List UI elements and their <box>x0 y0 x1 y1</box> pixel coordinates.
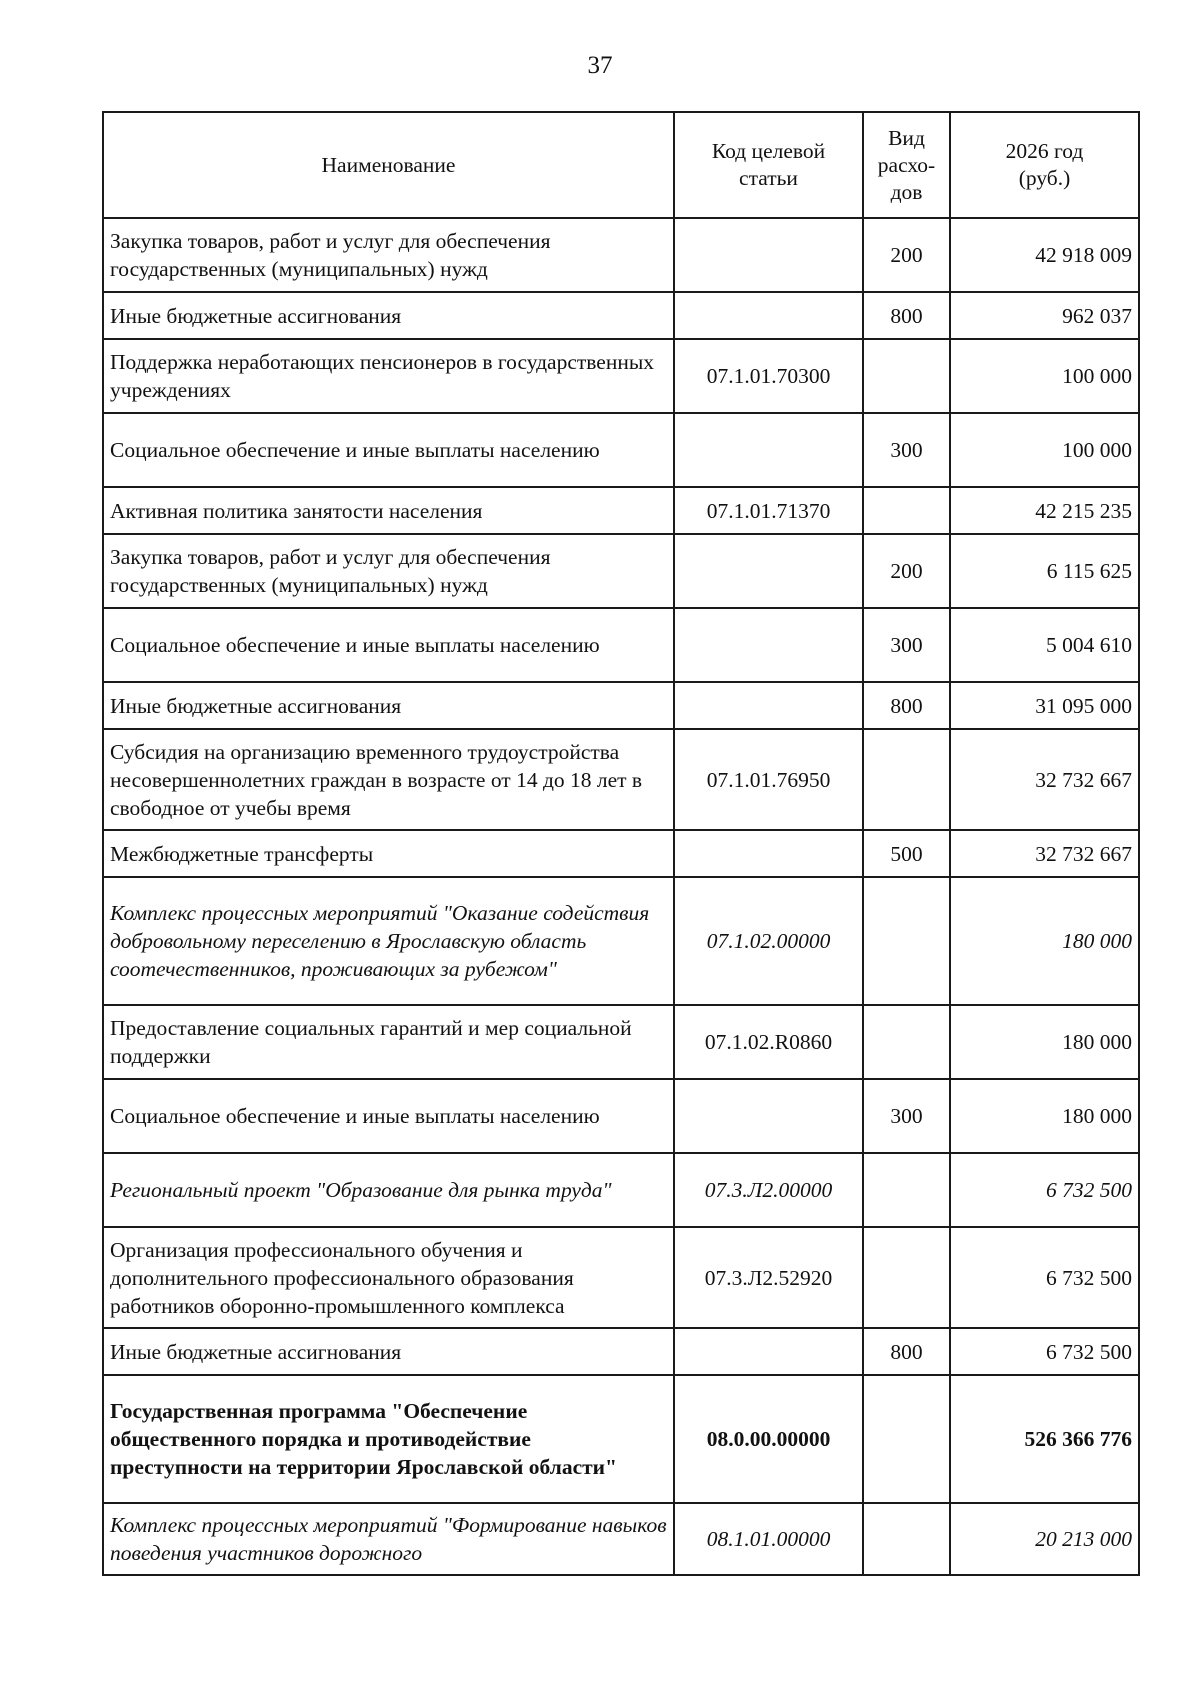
row-amount-cell: 6 732 500 <box>950 1328 1139 1375</box>
row-name-cell: Социальное обеспечение и иные выплаты населению <box>103 1079 674 1153</box>
table-header-row <box>103 112 1139 218</box>
row-amount-cell: 180 000 <box>950 1005 1139 1079</box>
table-row <box>103 1503 1139 1575</box>
row-code-cell: 07.1.01.70300 <box>674 339 863 413</box>
row-name-cell: Государственная программа "Обеспечение общественного порядка и противодействие преступности на территории Ярославской области" <box>103 1375 674 1503</box>
row-vid-cell <box>863 877 950 1005</box>
row-code-cell: 07.3.Л2.00000 <box>674 1153 863 1227</box>
row-name-cell: Организация профессионального обучения и дополнительного профессионального образования работников оборонно-промышленного комплекса <box>103 1227 674 1328</box>
table-row <box>103 292 1139 339</box>
table-row <box>103 608 1139 682</box>
row-vid-cell <box>863 1503 950 1575</box>
header-vid: Вид расхо-дов <box>863 112 950 218</box>
row-vid-cell <box>863 1153 950 1227</box>
row-amount-cell: 6 732 500 <box>950 1153 1139 1227</box>
row-code-cell: 07.1.01.76950 <box>674 729 863 830</box>
row-code-cell <box>674 682 863 729</box>
row-name-cell: Иные бюджетные ассигнования <box>103 682 674 729</box>
row-vid-cell <box>863 1375 950 1503</box>
row-amount-cell: 100 000 <box>950 413 1139 487</box>
table-row <box>103 339 1139 413</box>
row-code-cell <box>674 534 863 608</box>
row-amount-cell: 32 732 667 <box>950 830 1139 877</box>
row-vid-cell: 300 <box>863 413 950 487</box>
table-row <box>103 1079 1139 1153</box>
row-vid-cell: 200 <box>863 534 950 608</box>
row-vid-cell: 200 <box>863 218 950 292</box>
row-amount-cell: 42 918 009 <box>950 218 1139 292</box>
table-row <box>103 534 1139 608</box>
row-name-cell: Поддержка неработающих пенсионеров в государственных учреждениях <box>103 339 674 413</box>
row-vid-cell <box>863 487 950 534</box>
row-name-cell: Иные бюджетные ассигнования <box>103 292 674 339</box>
row-vid-cell <box>863 729 950 830</box>
header-code: Код целевой статьи <box>674 112 863 218</box>
row-code-cell: 07.1.02.00000 <box>674 877 863 1005</box>
header-name: Наименование <box>103 112 674 218</box>
row-amount-cell: 31 095 000 <box>950 682 1139 729</box>
row-name-cell: Предоставление социальных гарантий и мер социальной поддержки <box>103 1005 674 1079</box>
row-vid-cell <box>863 1227 950 1328</box>
table-row <box>103 729 1139 830</box>
row-name-cell: Закупка товаров, работ и услуг для обеспечения государственных (муниципальных) нужд <box>103 534 674 608</box>
row-amount-cell: 6 732 500 <box>950 1227 1139 1328</box>
row-amount-cell: 6 115 625 <box>950 534 1139 608</box>
row-vid-cell: 300 <box>863 1079 950 1153</box>
row-vid-cell <box>863 339 950 413</box>
header-year: 2026 год (руб.) <box>950 112 1139 218</box>
page-number: 37 <box>587 52 613 79</box>
table-row <box>103 218 1139 292</box>
table-row <box>103 1153 1139 1227</box>
row-name-cell: Субсидия на организацию временного трудоустройства несовершеннолетних граждан в возрасте от 14 до 18 лет в свободное от учебы время <box>103 729 674 830</box>
table-row <box>103 413 1139 487</box>
row-amount-cell: 100 000 <box>950 339 1139 413</box>
row-vid-cell: 800 <box>863 1328 950 1375</box>
row-name-cell: Закупка товаров, работ и услуг для обеспечения государственных (муниципальных) нужд <box>103 218 674 292</box>
row-amount-cell: 5 004 610 <box>950 608 1139 682</box>
row-name-cell: Социальное обеспечение и иные выплаты населению <box>103 413 674 487</box>
table-row <box>103 877 1139 1005</box>
table-row <box>103 830 1139 877</box>
row-amount-cell: 962 037 <box>950 292 1139 339</box>
row-code-cell: 07.3.Л2.52920 <box>674 1227 863 1328</box>
table-row <box>103 1328 1139 1375</box>
row-code-cell <box>674 1079 863 1153</box>
row-code-cell: 08.1.01.00000 <box>674 1503 863 1575</box>
table-row <box>103 1005 1139 1079</box>
row-code-cell: 07.1.01.71370 <box>674 487 863 534</box>
row-amount-cell: 526 366 776 <box>950 1375 1139 1503</box>
row-code-cell <box>674 1328 863 1375</box>
row-code-cell <box>674 218 863 292</box>
row-code-cell <box>674 292 863 339</box>
row-vid-cell: 800 <box>863 682 950 729</box>
table-row <box>103 682 1139 729</box>
row-amount-cell: 42 215 235 <box>950 487 1139 534</box>
row-code-cell <box>674 608 863 682</box>
row-name-cell: Комплекс процессных мероприятий "Оказание содействия добровольному переселению в Ярославскую область соотечественников, проживающих за рубежом" <box>103 877 674 1005</box>
row-name-cell: Социальное обеспечение и иные выплаты населению <box>103 608 674 682</box>
row-code-cell <box>674 830 863 877</box>
row-name-cell: Региональный проект "Образование для рынка труда" <box>103 1153 674 1227</box>
table-body <box>103 218 1139 1575</box>
row-amount-cell: 20 213 000 <box>950 1503 1139 1575</box>
row-amount-cell: 32 732 667 <box>950 729 1139 830</box>
row-vid-cell: 500 <box>863 830 950 877</box>
row-vid-cell <box>863 1005 950 1079</box>
table-row <box>103 1227 1139 1328</box>
row-vid-cell: 800 <box>863 292 950 339</box>
row-code-cell: 07.1.02.R0860 <box>674 1005 863 1079</box>
row-name-cell: Межбюджетные трансферты <box>103 830 674 877</box>
row-vid-cell: 300 <box>863 608 950 682</box>
row-amount-cell: 180 000 <box>950 877 1139 1005</box>
table-row <box>103 1375 1139 1503</box>
row-amount-cell: 180 000 <box>950 1079 1139 1153</box>
row-name-cell: Комплекс процессных мероприятий "Формирование навыков поведения участников дорожного <box>103 1503 674 1575</box>
table-row <box>103 487 1139 534</box>
row-name-cell: Иные бюджетные ассигнования <box>103 1328 674 1375</box>
budget-table <box>102 111 1140 1576</box>
row-code-cell <box>674 413 863 487</box>
row-code-cell: 08.0.00.00000 <box>674 1375 863 1503</box>
row-name-cell: Активная политика занятости населения <box>103 487 674 534</box>
